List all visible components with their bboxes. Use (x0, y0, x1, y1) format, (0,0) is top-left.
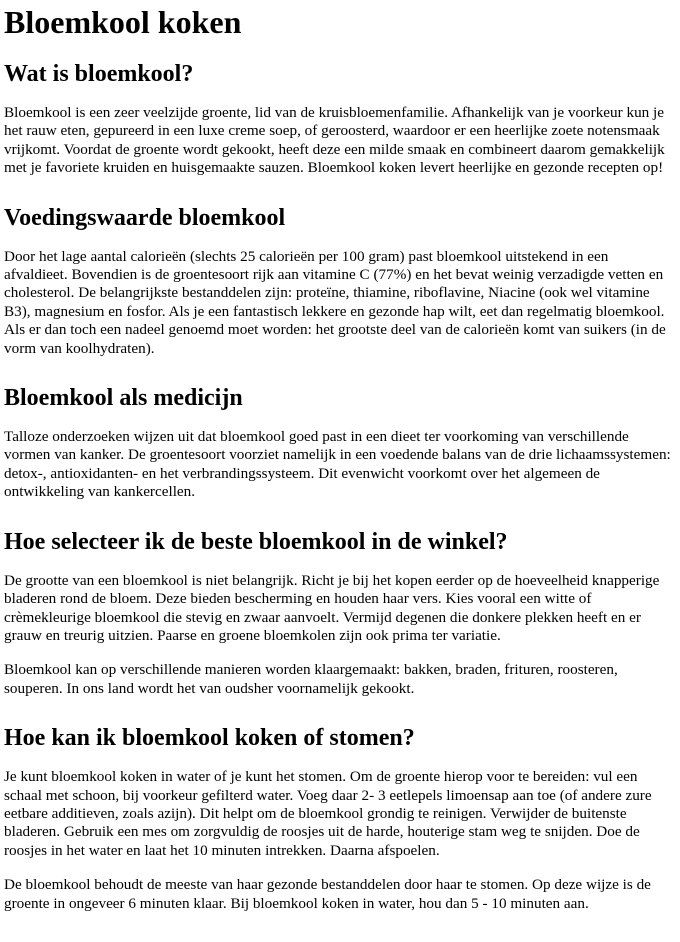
paragraph: De bloemkool behoudt de meeste van haar gezonde bestanddelen door haar te stomen. Op deze wijze is de groente in ongeveer 6 minuten klaar. Bij bloemkool koken in water, hou dan 5 - 10 minuten aan. (4, 876, 651, 912)
paragraph: Bloemkool is een zeer veelzijde groente, lid van de kruisbloemenfamilie. Afhankelijk van je voorkeur kun je het rauw eten, gepureerd in een luxe creme soep, of geroosterd, waardoor er een heerlijke zoete notensmaak vrijkomt. Voordat de groente wordt gekookt, heeft deze een milde smaak en combineert daarom gemakkelijk met je favoriete kruiden en huisgemaakte sauzen. Bloemkool koken levert heerlijke en gezonde recepten op! (4, 104, 665, 177)
paragraph: De grootte van een bloemkool is niet belangrijk. Richt je bij het kopen eerder op de hoeveelheid knapperige bladeren rond de bloem. Deze bieden bescherming en houden haar vers. Kies vooral een witte of crèmekleurige bloemkool die stevig en zwaar aanvoelt. Vermijd degenen die donkere plekken heeft en er grauw en treurig uitzien. Paarse en groene bloemkolen zijn ook prima ter variatie. (4, 571, 660, 644)
section-medicijn (4, 384, 672, 502)
section-wat-is-bloemkool (4, 60, 672, 178)
section-koken-stomen (4, 724, 672, 913)
paragraph: Door het lage aantal calorieën (slechts 25 calorieën per 100 gram) past bloemkool uitstekend in een afvaldieet. Bovendien is de groentesoort rijk aan vitamine C (77%) en het bevat weinig verzadigde vetten en cholesterol. De belangrijkste bestanddelen zijn: proteïne, thiamine, riboflavine, Niacine (ook wel vitamine B3), magnesium en fosfor. Als je een fantastisch lekkere en gezonde hap wilt, eet dan regelmatig bloemkool. Als er dan toch een nadeel genoemd moet worden: het grootste deel van de calorieën komt van suikers (in de vorm van koolhydraten). (4, 247, 666, 357)
paragraph: Talloze onderzoeken wijzen uit dat bloemkool goed past in een dieet ter voorkoming van verschillende vormen van kanker. De groentesoort voorziet namelijk in een voedende balans van de drie lichaamssystemen: detox-, antioxidanten- en het verbrandingssysteem. Dit evenwicht voorkomt over het algemeen de ontwikkeling van kankercellen. (4, 428, 671, 501)
section-selecteren (4, 528, 672, 698)
page-title: Bloemkool koken (4, 4, 242, 40)
paragraph: Je kunt bloemkool koken in water of je kunt het stomen. Om de groente hierop voor te bereiden: vul een schaal met schoon, bij voorkeur gefilterd water. Voeg daar 2- 3 eetlepels limoensap aan toe (of andere zure eetbare additieven, zoals azijn). Dit helpt om de bloemkool grondig te reinigen. Verwijder de buitenste bladeren. Gebruik een mes om zorgvuldig de roosjes uit de harde, houterige stam weg te snijden. Doe de roosjes in het water en laat het 10 minuten intrekken. Daarna afspoelen. (4, 768, 652, 859)
section-heading: Wat is bloemkool? (4, 61, 194, 87)
section-heading: Hoe selecteer ik de beste bloemkool in de winkel? (4, 528, 508, 555)
section-heading: Bloemkool als medicijn (4, 385, 243, 412)
article (0, 4, 680, 913)
section-voedingswaarde (4, 204, 672, 358)
paragraph: Bloemkool kan op verschillende manieren worden klaargemaakt: bakken, braden, frituren, roosteren, souperen. In ons land wordt het van oudsher voornamelijk gekookt. (4, 661, 618, 697)
section-heading: Voedingswaarde bloemkool (4, 204, 286, 231)
section-heading: Hoe kan ik bloemkool koken of stomen? (4, 725, 415, 752)
